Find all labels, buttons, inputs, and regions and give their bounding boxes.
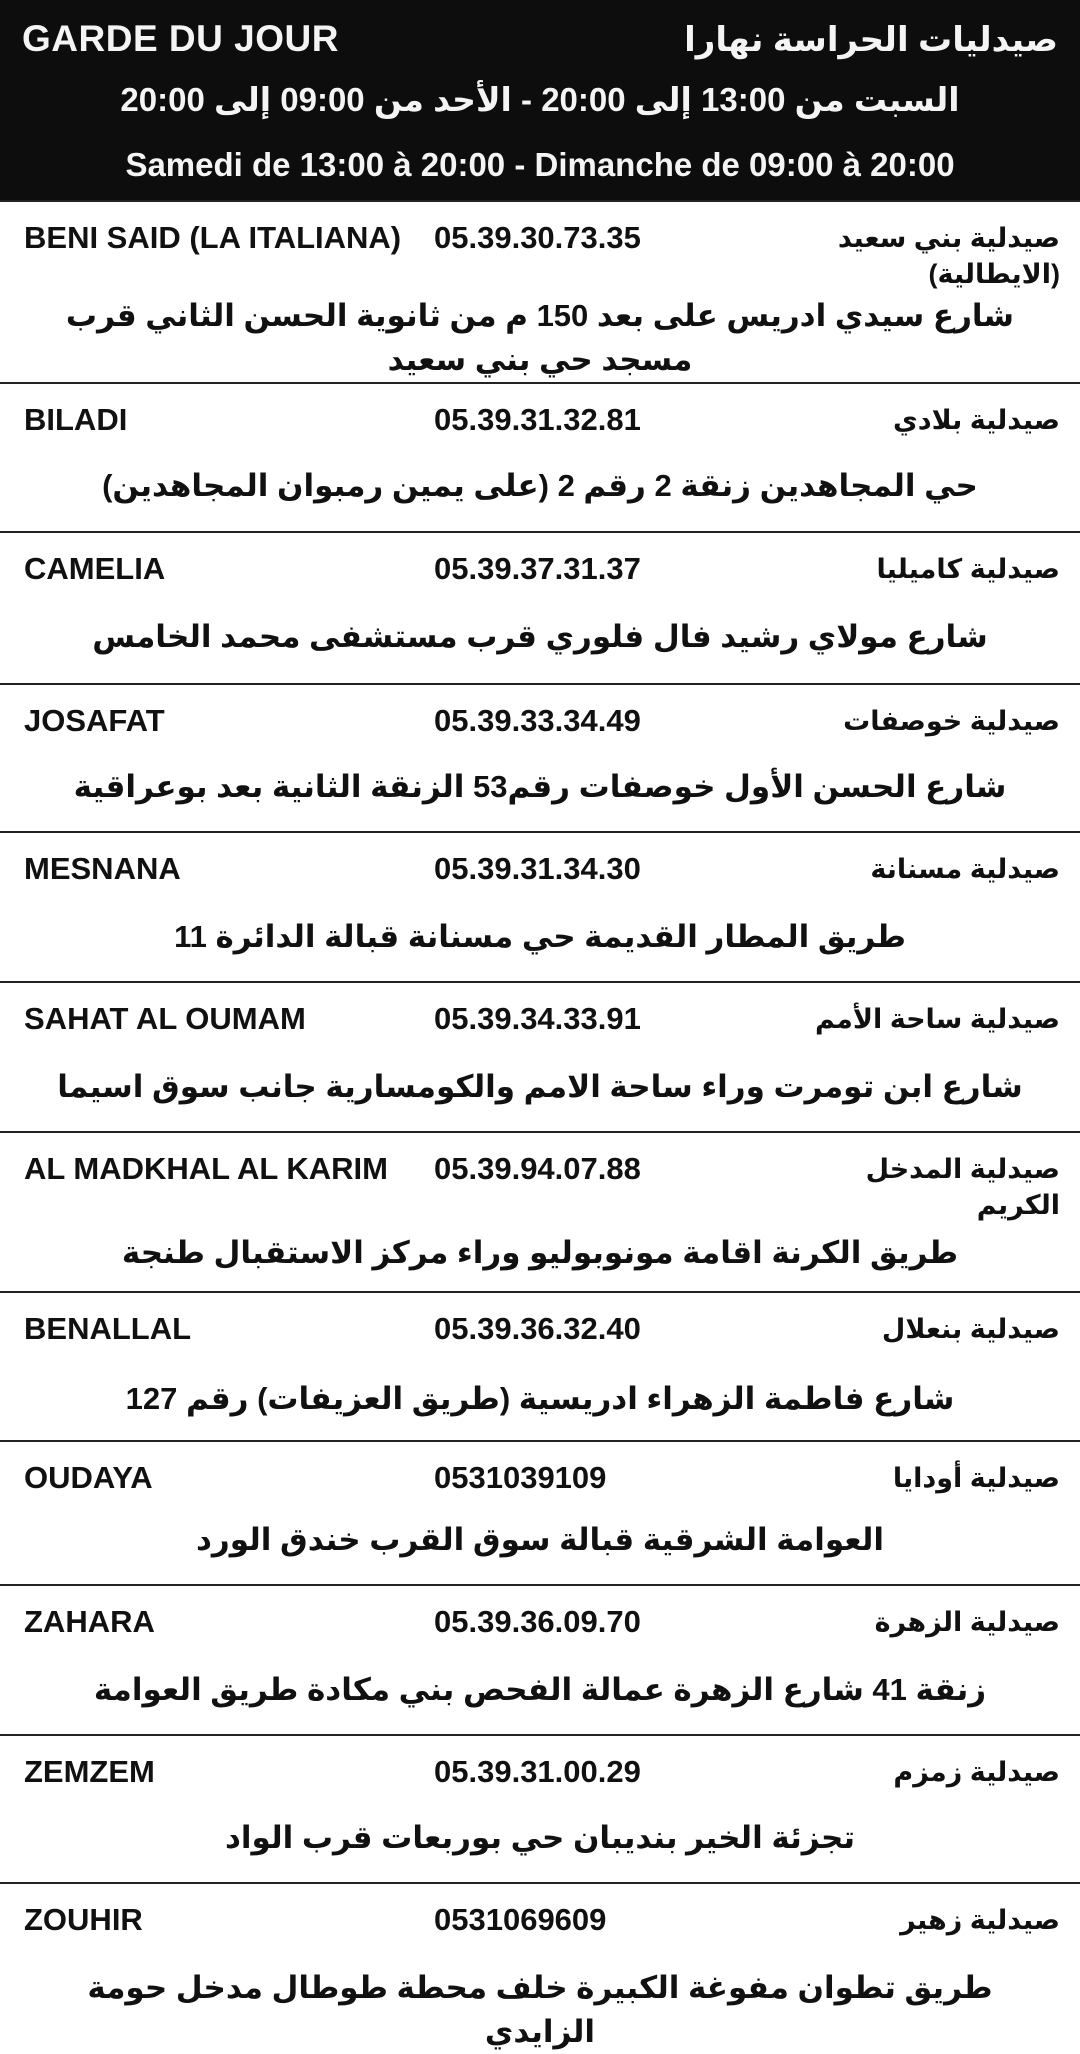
hours-arabic: السبت من 13:00 إلى 20:00 - الأحد من 09:00 إلى 20:00 [120, 81, 960, 118]
pharmacy-entry-beni-said [0, 200, 1080, 384]
pharmacy-name: BILADI [24, 402, 128, 437]
hours-french: Samedi de 13:00 à 20:00 - Dimanche de 09:00 à 20:00 [125, 146, 955, 183]
pharmacy-name: ZOUHIR [24, 1902, 143, 1937]
pharmacy-phone[interactable]: 05.39.36.32.40 [434, 1311, 641, 1346]
pharmacy-name: CAMELIA [24, 551, 166, 586]
pharmacy-phone[interactable]: 05.39.31.32.81 [434, 402, 641, 437]
pharmacy-address: شارع مولاي رشيد فال فلوري قرب مستشفى محمد الخامس [92, 619, 988, 654]
pharmacy-entry-zouhir [0, 1884, 1080, 2049]
pharmacy-name: SAHAT AL OUMAM [24, 1001, 306, 1036]
pharmacy-entry-zemzem [0, 1736, 1080, 1884]
pharmacy-entry-mesnana [0, 833, 1080, 983]
pharmacy-entry-biladi [0, 384, 1080, 533]
pharmacy-address: طريق الكرنة اقامة مونوبوليو وراء مركز الاستقبال طنجة [121, 1235, 959, 1270]
pharmacy-phone[interactable]: 05.39.34.33.91 [434, 1001, 641, 1036]
pharmacy-address: حي المجاهدين زنقة 2 رقم 2 (على يمين رمبوان المجاهدين) [102, 468, 978, 503]
pharmacy-name: BENALLAL [24, 1311, 192, 1346]
header-banner [0, 0, 1080, 200]
pharmacy-address: طريق المطار القديمة حي مسنانة قبالة الدائرة 11 [174, 919, 906, 954]
pharmacy-entry-sahat-al-oumam [0, 983, 1080, 1133]
pharmacy-phone[interactable]: 05.39.33.34.49 [434, 703, 641, 738]
pharmacy-name: AL MADKHAL AL KARIM [24, 1151, 388, 1186]
pharmacy-phone[interactable]: 05.39.30.73.35 [434, 220, 641, 255]
pharmacy-address: شارع الحسن الأول خوصفات رقم53 الزنقة الثانية بعد بوعراقية [73, 769, 1007, 804]
pharmacy-address: شارع فاطمة الزهراء ادريسية (طريق العزيفات) رقم 127 [125, 1381, 955, 1416]
page-title: GARDE DU JOUR [22, 18, 339, 59]
pharmacy-address: العوامة الشرقية قبالة سوق القرب خندق الورد [195, 1522, 885, 1557]
pharmacy-entry-oudaya [0, 1442, 1080, 1586]
pharmacy-address: زنقة 41 شارع الزهرة عمالة الفحص بني مكادة طريق العوامة [93, 1672, 987, 1707]
pharmacy-entry-al-madkhal-al-karim [0, 1133, 1080, 1293]
page-title-arabic: صيدليات الحراسة نهارا [684, 21, 1058, 59]
pharmacy-name: MESNANA [24, 851, 181, 886]
pharmacy-phone[interactable]: 0531069609 [434, 1902, 607, 1937]
pharmacy-entry-camelia [0, 533, 1080, 685]
pharmacy-name: ZAHARA [24, 1604, 155, 1639]
pharmacy-name-arabic: صيدلية خوصفات [843, 706, 1060, 736]
pharmacy-entry-zahara [0, 1586, 1080, 1736]
pharmacy-phone[interactable]: 05.39.36.09.70 [434, 1604, 641, 1639]
pharmacy-name-arabic: صيدلية بلادي [893, 405, 1060, 435]
pharmacy-name-arabic: صيدلية الزهرة [874, 1607, 1060, 1637]
pharmacy-address: شارع سيدي ادريس على بعد 150 م من ثانوية الحسن الثاني قرب مسجد حي بني سعيد [65, 298, 1015, 377]
pharmacy-name: BENI SAID (LA ITALIANA) [24, 220, 402, 255]
pharmacy-name-arabic: صيدلية زهير [900, 1905, 1060, 1935]
pharmacy-name-arabic: صيدلية بنعلال [881, 1314, 1060, 1344]
pharmacy-entry-josafat [0, 685, 1080, 833]
pharmacy-name-arabic: صيدلية أودايا [892, 1463, 1060, 1493]
pharmacy-name-arabic: صيدلية زمزم [893, 1757, 1060, 1787]
pharmacy-phone[interactable]: 05.39.94.07.88 [434, 1151, 641, 1186]
pharmacy-name-arabic: صيدلية ساحة الأمم [814, 1004, 1060, 1034]
pharmacy-name-arabic: صيدلية كاميليا [876, 554, 1060, 584]
pharmacy-name-arabic: صيدلية مسنانة [870, 854, 1060, 884]
pharmacy-address: تجزئة الخير بنديبان حي بوربعات قرب الواد [224, 1820, 856, 1855]
pharmacy-name: JOSAFAT [24, 703, 165, 738]
pharmacy-phone[interactable]: 05.39.31.00.29 [434, 1754, 641, 1789]
pharmacy-phone[interactable]: 05.39.31.34.30 [434, 851, 641, 886]
pharmacy-address: شارع ابن تومرت وراء ساحة الامم والكومسارية جانب سوق اسيما [57, 1069, 1023, 1104]
pharmacy-name: ZEMZEM [24, 1754, 155, 1789]
pharmacy-phone[interactable]: 05.39.37.31.37 [434, 551, 641, 586]
pharmacy-name-arabic: صيدلية المدخل الكريم [865, 1154, 1060, 1220]
pharmacy-phone[interactable]: 0531039109 [434, 1460, 607, 1495]
pharmacy-name-arabic: صيدلية بني سعيد (الايطالية) [837, 223, 1060, 289]
pharmacy-address: طريق تطوان مفوغة الكبيرة خلف محطة طوطال مدخل حومة الزايدي [87, 1970, 993, 2049]
pharmacy-name: OUDAYA [24, 1460, 153, 1495]
pharmacy-list [0, 200, 1080, 2049]
pharmacy-entry-benallal [0, 1293, 1080, 1442]
